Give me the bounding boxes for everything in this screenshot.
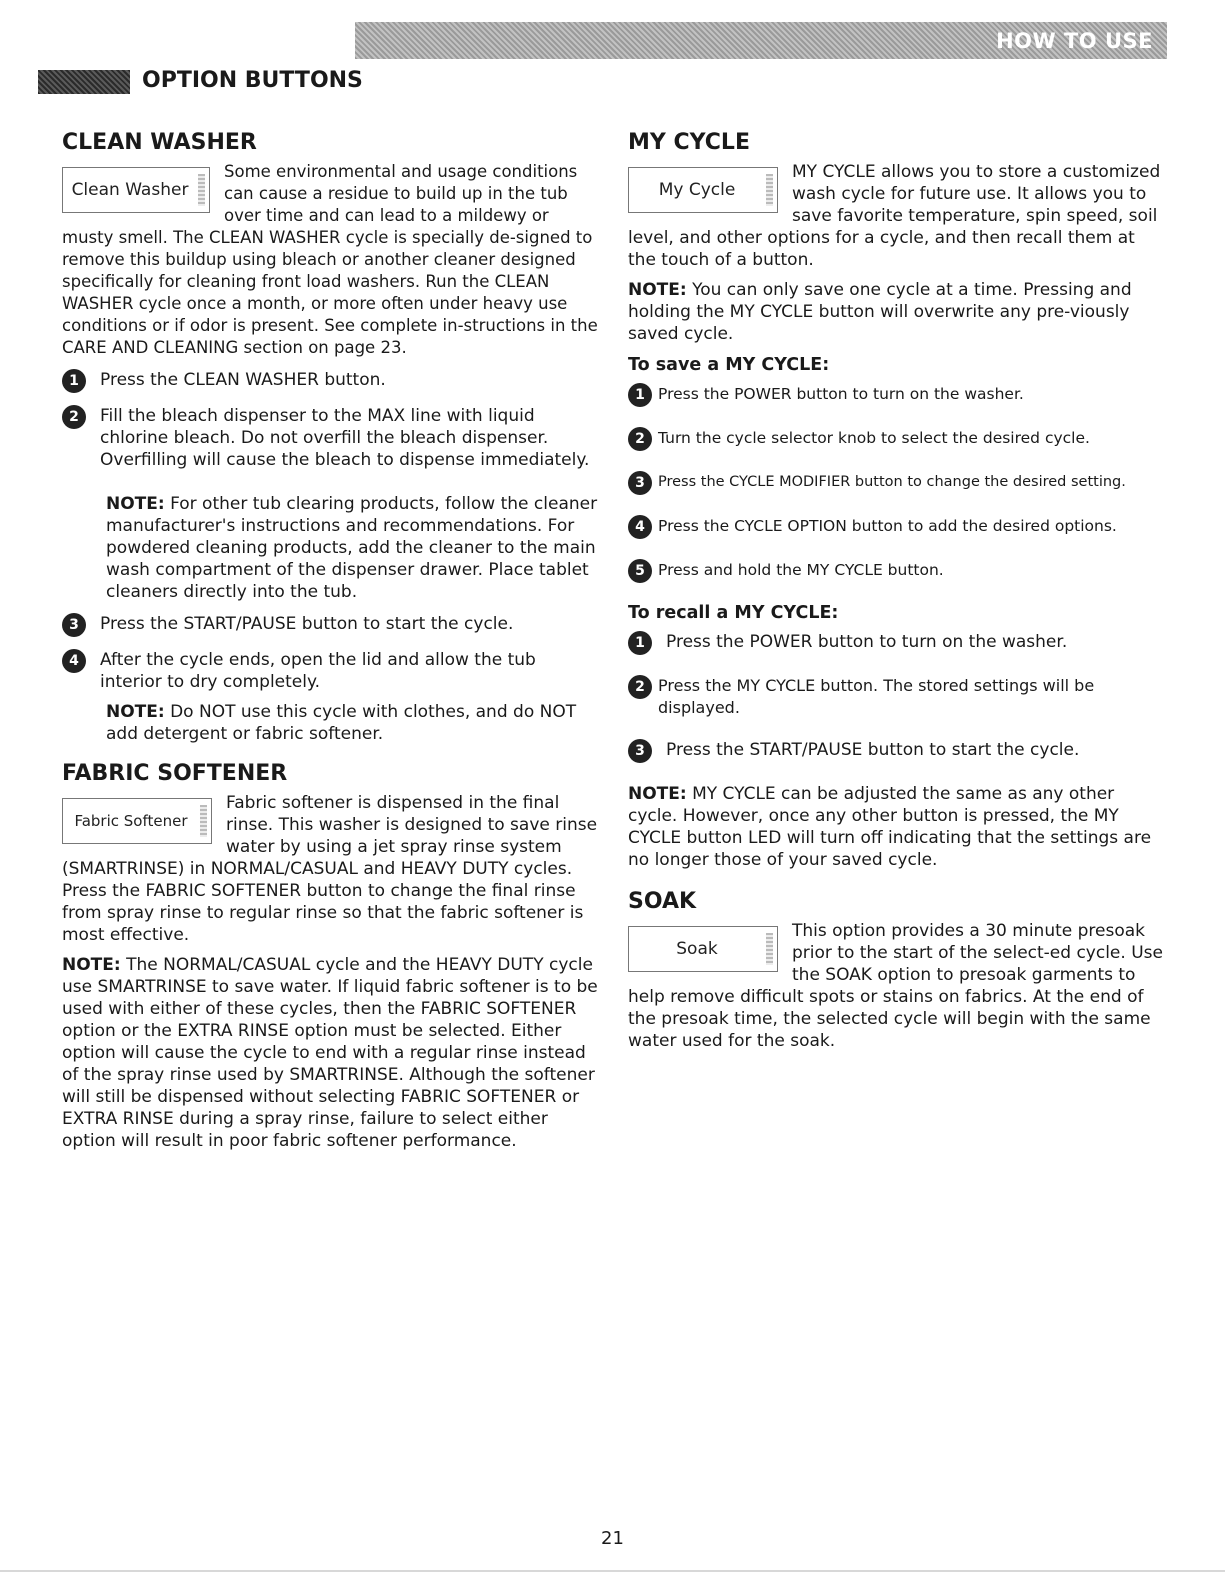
fabric-softener-intro-block — [62, 792, 602, 946]
note-label: NOTE: — [106, 494, 165, 514]
step-number-icon: 5 — [628, 559, 652, 583]
fabric-softener-button — [62, 798, 212, 844]
page-number: 21 — [601, 1528, 624, 1549]
step-text: Press the POWER button to turn on the washer. — [666, 632, 1068, 652]
right-column — [628, 130, 1168, 1052]
list-item — [628, 515, 1168, 539]
section-title: OPTION BUTTONS — [142, 68, 363, 93]
section-marker — [38, 70, 130, 94]
clean-washer-button-label: Clean Washer — [71, 180, 189, 200]
note-text: MY CYCLE can be adjusted the same as any other cycle. However, once any other button is pressed, the MY CYCLE button LED will turn off indicating that the settings are no longer those of your saved cycle. — [628, 784, 1152, 870]
step-number-icon: 4 — [628, 515, 652, 539]
clean-washer-intro: Some environmental and usage conditions can cause a residue to build up in the tub over time and can lead to a mildewy or musty smell. The CLEAN WASHER cycle is specially de-signed to remove this buildup using bleach or another cleaner designed specifically for cleaning front load washers. Run the CLEAN WASHER cycle once a month, or more often under heavy use conditions or if odor is present. See complete in-structions in the CARE AND CLEANING section on page 23. — [62, 162, 598, 357]
soak-intro-block — [628, 920, 1168, 1052]
soak-heading: SOAK — [628, 889, 697, 914]
soak-intro: This option provides a 30 minute presoak prior to the start of the select-ed cycle. Use the SOAK option to presoak garments to help remove difficult spots or stains on fabrics. At the end of the presoak time, the selected cycle will begin with the same water used for the soak. — [628, 921, 1163, 1051]
list-item — [62, 613, 602, 637]
soak-button — [628, 926, 778, 972]
fabric-softener-heading: FABRIC SOFTENER — [62, 761, 288, 786]
banner-title: HOW TO USE — [996, 29, 1153, 53]
step-text: Press the CYCLE OPTION button to add the desired options. — [658, 517, 1117, 535]
step-text: Press the CLEAN WASHER button. — [100, 370, 386, 390]
step-text: Fill the bleach dispenser to the MAX line with liquid chlorine bleach. Do not overfill the bleach dispenser. Overfilling will cause the bleach to dispense immediately. — [100, 406, 590, 470]
list-item — [628, 675, 1168, 719]
note-label: NOTE: — [106, 702, 165, 722]
my-cycle-note-1 — [628, 279, 1168, 345]
button-grip-icon — [200, 805, 207, 837]
step-text: Press the CYCLE MODIFIER button to change the desired setting. — [658, 474, 1126, 490]
list-item — [628, 471, 1168, 495]
note-text: For other tub clearing products, follow the cleaner manufacturer's instructions and recommendations. For powdered cleaning products, add the cleaner to the main wash compartment of the dispenser drawer. Place tablet cleaners directly into the tub. — [106, 494, 598, 602]
note-label: NOTE: — [628, 784, 687, 804]
list-item — [628, 559, 1168, 583]
clean-washer-note-1 — [106, 493, 602, 603]
step-number-icon: 1 — [628, 383, 652, 407]
clean-washer-heading: CLEAN WASHER — [62, 130, 257, 155]
step-number-icon: 3 — [628, 739, 652, 763]
list-item — [628, 739, 1168, 763]
recall-steps — [628, 631, 1168, 763]
my-cycle-intro: MY CYCLE allows you to store a customized wash cycle for future use. It allows you to save favorite temperature, spin speed, soil level, and other options for a cycle, and then recall them at the touch of a button. — [628, 162, 1161, 270]
my-cycle-button — [628, 167, 778, 213]
list-item — [62, 649, 602, 693]
save-steps — [628, 383, 1168, 583]
fabric-softener-note — [62, 954, 602, 1152]
step-text: Press the POWER button to turn on the washer. — [658, 385, 1024, 403]
list-item — [62, 369, 602, 393]
step-number-icon: 3 — [628, 471, 652, 495]
step-number-icon: 3 — [62, 613, 86, 637]
step-number-icon: 1 — [62, 369, 86, 393]
note-text: Do NOT use this cycle with clothes, and do NOT add detergent or fabric softener. — [106, 702, 577, 744]
header-banner — [355, 22, 1167, 59]
button-grip-icon — [198, 174, 205, 206]
fabric-softener-intro: Fabric softener is dispensed in the final rinse. This washer is designed to save rinse water by using a jet spray rinse system (SMARTRINSE) in NORMAL/CASUAL and HEAVY DUTY cycles. Press the FABRIC SOFTENER button to change the final rinse from spray rinse to regular rinse so that the fabric softener is most effective. — [62, 793, 598, 945]
recall-my-cycle-heading: To recall a MY CYCLE: — [628, 603, 839, 623]
note-label: NOTE: — [62, 955, 121, 975]
my-cycle-note-2 — [628, 783, 1168, 871]
step-number-icon: 2 — [628, 427, 652, 451]
my-cycle-button-label: My Cycle — [658, 180, 736, 200]
button-grip-icon — [766, 933, 773, 965]
step-number-icon: 2 — [628, 675, 652, 699]
clean-washer-intro-block — [62, 161, 602, 359]
button-grip-icon — [766, 174, 773, 206]
list-item — [628, 427, 1168, 451]
note-label: NOTE: — [628, 280, 687, 300]
step-text: Press the START/PAUSE button to start the cycle. — [666, 740, 1080, 760]
clean-washer-steps — [62, 369, 602, 745]
step-text: Press and hold the MY CYCLE button. — [658, 561, 944, 579]
step-number-icon: 2 — [62, 405, 86, 429]
list-item — [628, 383, 1168, 407]
soak-button-label: Soak — [676, 939, 718, 959]
clean-washer-button — [62, 167, 210, 213]
step-text: After the cycle ends, open the lid and allow the tub interior to dry completely. — [100, 650, 536, 692]
my-cycle-intro-block — [628, 161, 1168, 271]
list-item — [628, 631, 1168, 655]
note-text: The NORMAL/CASUAL cycle and the HEAVY DUTY cycle use SMARTRINSE to save water. If liquid fabric softener is to be used with either of these cycles, then the FABRIC SOFTENER option or the EXTRA RINSE option must be selected. Either option will cause the cycle to end with a regular rinse instead of the spray rinse used by SMARTRINSE. Although the softener will still be dispensed without selecting FABRIC SOFTENER or EXTRA RINSE during a spray rinse, failure to select either option will result in poor fabric softener performance. — [62, 955, 598, 1151]
save-my-cycle-heading: To save a MY CYCLE: — [628, 355, 830, 375]
step-number-icon: 1 — [628, 631, 652, 655]
step-text: Turn the cycle selector knob to select the desired cycle. — [658, 429, 1090, 447]
bottom-divider — [0, 1570, 1225, 1572]
step-text: Press the START/PAUSE button to start the cycle. — [100, 614, 514, 634]
step-text: Press the MY CYCLE button. The stored settings will be displayed. — [658, 676, 1095, 717]
list-item — [62, 405, 602, 471]
fabric-softener-button-label: Fabric Softener — [74, 812, 188, 830]
clean-washer-note-2 — [106, 701, 602, 745]
step-number-icon: 4 — [62, 649, 86, 673]
left-column — [62, 130, 602, 1152]
note-text: You can only save one cycle at a time. Pressing and holding the MY CYCLE button will overwrite any pre-viously saved cycle. — [628, 280, 1132, 344]
my-cycle-heading: MY CYCLE — [628, 130, 750, 155]
